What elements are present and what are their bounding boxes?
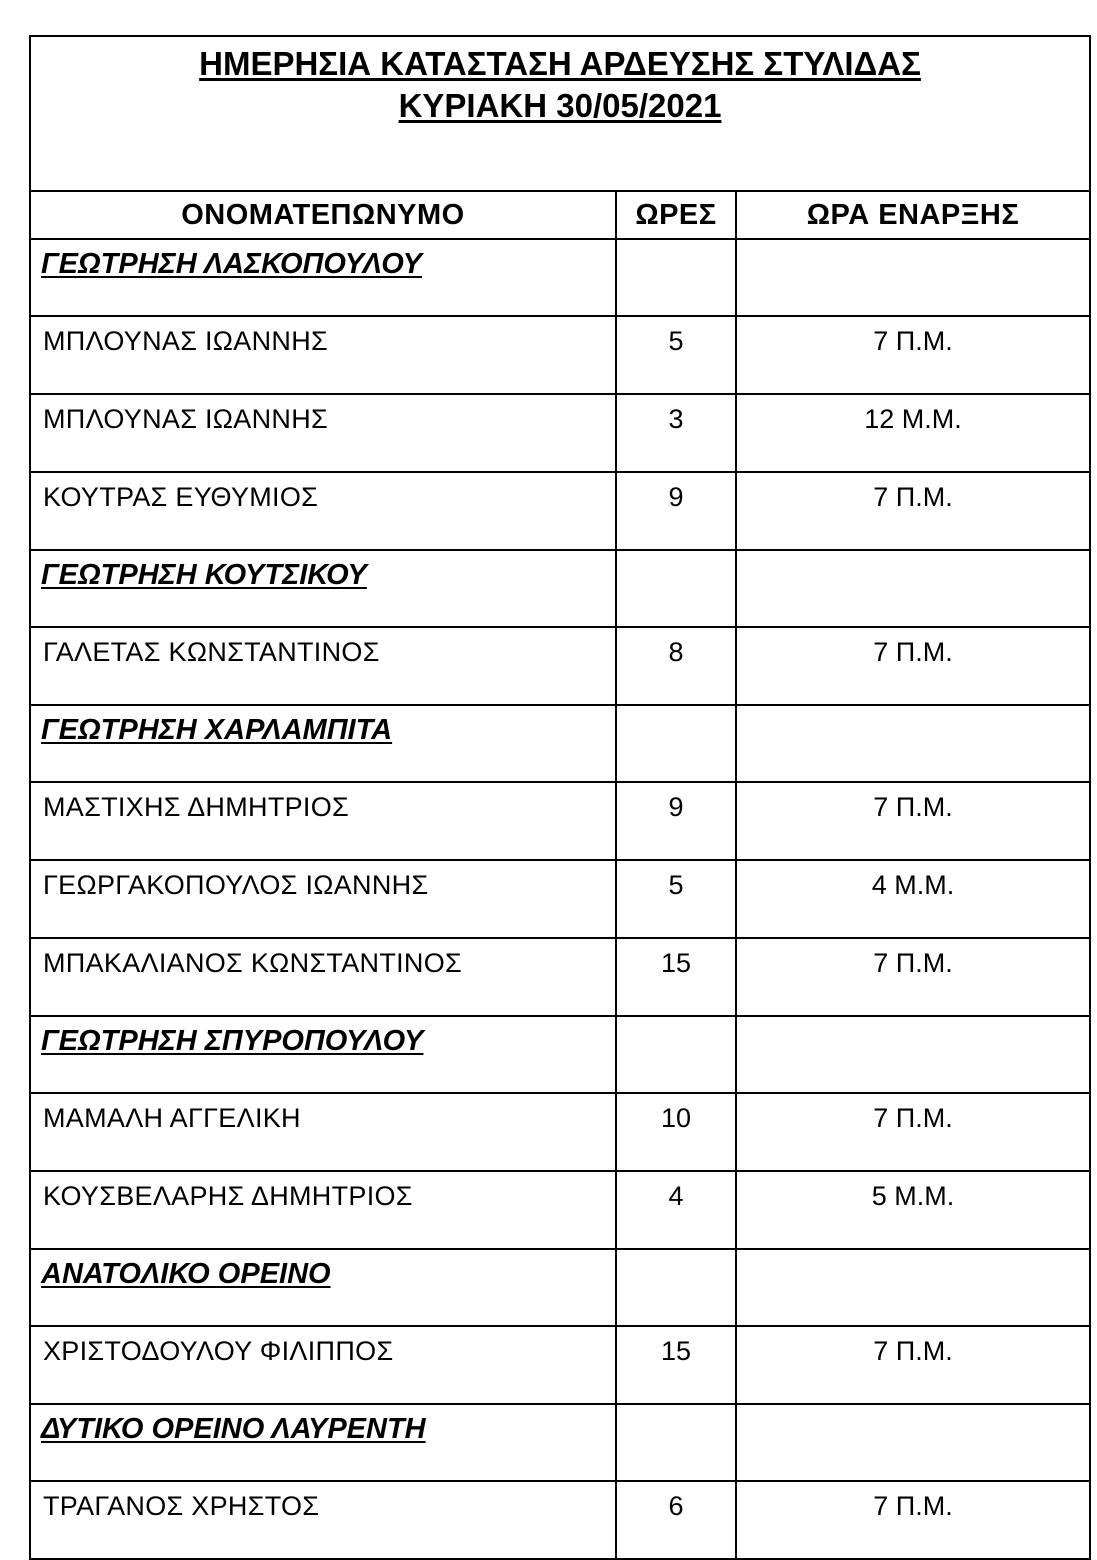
section-row	[30, 239, 1090, 316]
cell-start: 12 Μ.Μ.	[736, 394, 1090, 472]
section-hours	[616, 705, 736, 782]
cell-start: 7 Π.Μ.	[736, 627, 1090, 705]
title-cell	[30, 36, 1090, 191]
section-name: ΑΝΑΤΟΛΙΚΟ ΟΡΕΙΝΟ	[30, 1249, 616, 1326]
header-hours: ΩΡΕΣ	[616, 191, 736, 239]
cell-start: 7 Π.Μ.	[736, 938, 1090, 1016]
table-row	[30, 472, 1090, 550]
cell-hours: 6	[616, 1481, 736, 1559]
cell-name: ΚΟΥΤΡΑΣ ΕΥΘΥΜΙΟΣ	[30, 472, 616, 550]
cell-start: 5 Μ.Μ.	[736, 1171, 1090, 1249]
section-name: ΓΕΩΤΡΗΣΗ ΣΠΥΡΟΠΟΥΛΟΥ	[30, 1016, 616, 1093]
section-start	[736, 550, 1090, 627]
section-start	[736, 239, 1090, 316]
table-row	[30, 782, 1090, 860]
section-name: ΔΥΤΙΚΟ ΟΡΕΙΝΟ ΛΑΥΡΕΝΤΗ	[30, 1404, 616, 1481]
cell-name: ΜΑΣΤΙΧΗΣ ΔΗΜΗΤΡΙΟΣ	[30, 782, 616, 860]
cell-name: ΜΑΜΑΛΗ ΑΓΓΕΛΙΚΗ	[30, 1093, 616, 1171]
table-row	[30, 316, 1090, 394]
section-hours	[616, 1016, 736, 1093]
cell-start: 4 Μ.Μ.	[736, 860, 1090, 938]
section-row	[30, 1404, 1090, 1481]
section-row	[30, 1016, 1090, 1093]
cell-name: ΓΕΩΡΓΑΚΟΠΟΥΛΟΣ ΙΩΑΝΝΗΣ	[30, 860, 616, 938]
cell-name: ΧΡΙΣΤΟΔΟΥΛΟΥ ΦΙΛΙΠΠΟΣ	[30, 1326, 616, 1404]
cell-hours: 9	[616, 472, 736, 550]
cell-hours: 9	[616, 782, 736, 860]
title-row	[30, 36, 1090, 191]
table-row	[30, 1171, 1090, 1249]
table-body	[30, 36, 1090, 1559]
header-name: ΟΝΟΜΑΤΕΠΩΝΥΜΟ	[30, 191, 616, 239]
cell-start: 7 Π.Μ.	[736, 1481, 1090, 1559]
section-row	[30, 550, 1090, 627]
cell-start: 7 Π.Μ.	[736, 1093, 1090, 1171]
section-name: ΓΕΩΤΡΗΣΗ ΚΟΥΤΣΙΚΟΥ	[30, 550, 616, 627]
table-row	[30, 1481, 1090, 1559]
table-row	[30, 860, 1090, 938]
table-row	[30, 627, 1090, 705]
cell-hours: 5	[616, 860, 736, 938]
cell-hours: 4	[616, 1171, 736, 1249]
table-row	[30, 1326, 1090, 1404]
cell-name: ΜΠΑΚΑΛΙΑΝΟΣ ΚΩΝΣΤΑΝΤΙΝΟΣ	[30, 938, 616, 1016]
cell-start: 7 Π.Μ.	[736, 782, 1090, 860]
cell-start: 7 Π.Μ.	[736, 472, 1090, 550]
cell-name: ΓΑΛΕΤΑΣ ΚΩΝΣΤΑΝΤΙΝΟΣ	[30, 627, 616, 705]
section-start	[736, 1249, 1090, 1326]
table-row	[30, 394, 1090, 472]
cell-name: ΤΡΑΓΑΝΟΣ ΧΡΗΣΤΟΣ	[30, 1481, 616, 1559]
section-start	[736, 1016, 1090, 1093]
table-row	[30, 938, 1090, 1016]
cell-hours: 8	[616, 627, 736, 705]
section-hours	[616, 550, 736, 627]
cell-hours: 15	[616, 938, 736, 1016]
cell-name: ΜΠΛΟΥΝΑΣ ΙΩΑΝΝΗΣ	[30, 316, 616, 394]
section-start	[736, 705, 1090, 782]
section-hours	[616, 1404, 736, 1481]
section-hours	[616, 239, 736, 316]
table-row	[30, 1093, 1090, 1171]
irrigation-schedule-table	[29, 35, 1091, 1560]
cell-start: 7 Π.Μ.	[736, 316, 1090, 394]
section-hours	[616, 1249, 736, 1326]
cell-start: 7 Π.Μ.	[736, 1326, 1090, 1404]
section-row	[30, 705, 1090, 782]
cell-hours: 3	[616, 394, 736, 472]
section-name: ΓΕΩΤΡΗΣΗ ΛΑΣΚΟΠΟΥΛΟΥ	[30, 239, 616, 316]
cell-name: ΜΠΛΟΥΝΑΣ ΙΩΑΝΝΗΣ	[30, 394, 616, 472]
cell-hours: 15	[616, 1326, 736, 1404]
header-row	[30, 191, 1090, 239]
header-start-time: ΩΡΑ ΕΝΑΡΞΗΣ	[736, 191, 1090, 239]
document-title: ΗΜΕΡΗΣΙΑ ΚΑΤΑΣΤΑΣΗ ΑΡΔΕΥΣΗΣ ΣΤΥΛΙΔΑΣ	[199, 45, 921, 82]
cell-name: ΚΟΥΣΒΕΛΑΡΗΣ ΔΗΜΗΤΡΙΟΣ	[30, 1171, 616, 1249]
cell-hours: 5	[616, 316, 736, 394]
cell-hours: 10	[616, 1093, 736, 1171]
document-date: ΚΥΡΙΑΚΗ 30/05/2021	[398, 87, 722, 124]
section-row	[30, 1249, 1090, 1326]
section-name: ΓΕΩΤΡΗΣΗ ΧΑΡΛΑΜΠΙΤΑ	[30, 705, 616, 782]
section-start	[736, 1404, 1090, 1481]
